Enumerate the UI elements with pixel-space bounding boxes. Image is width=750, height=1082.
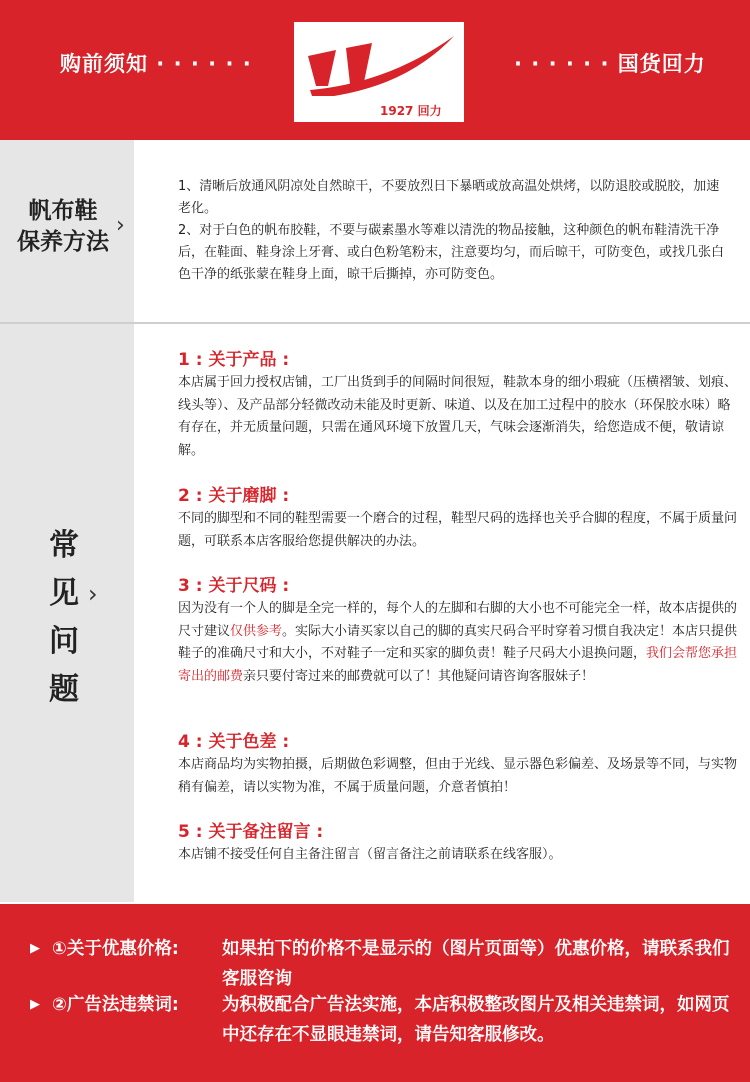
faq-title: 2 : 关于磨脚 :	[178, 486, 290, 506]
faq-section	[0, 324, 750, 902]
faq-label	[44, 522, 84, 714]
header-left-title: 购前须知 · · · · · ·	[60, 52, 252, 76]
faq-item-size	[178, 574, 738, 688]
care-text	[178, 176, 732, 286]
faq-highlight: 仅供参考	[230, 623, 283, 639]
care-label-line1: 帆布鞋	[28, 198, 98, 224]
faq-title: 4 : 关于色差 :	[178, 732, 290, 752]
header-banner	[0, 0, 750, 140]
faq-item-color	[178, 730, 738, 799]
faq-body-part: 亲只要付寄过来的邮费就可以了！其他疑问请咨询客服妹子！	[243, 668, 595, 684]
faq-label-char-2: 见	[49, 576, 79, 611]
faq-label-char-4: 题	[49, 672, 79, 707]
notice-text: 为积极配合广告法实施，本店积极整改图片及相关违禁词，如网页中还存在不显眼违禁词，请告知客服修改。	[222, 995, 730, 1045]
care-para-1: 1、清晰后放通风阴凉处自然晾干，不要放烈日下暴晒或放高温处烘烤，以防退胶或脱胶，加速老化。	[178, 179, 720, 216]
faq-body-part: 。实际大小请买家以自己的脚的真实尺码合平时穿着习惯自我决定！本店只提供鞋子的准确尺寸和大小，不对鞋子一定和买家的脚负责！鞋子尺码大小退换问题，	[178, 623, 738, 661]
faq-highlight: 我们会帮您承担寄出的邮费	[178, 646, 738, 684]
faq-body: 本店铺不接受任何自主备注留言（留言备注之前请联系在线客服）。	[178, 847, 562, 862]
notice-label: ①关于优惠价格:	[52, 939, 179, 959]
chevron-right-icon: ›	[88, 580, 98, 608]
faq-body-part: 因为没有一个人的脚是全完一样的，每个人的左脚和右脚的大小也不可能完全一样，故本店提供的尺寸建议	[178, 601, 738, 639]
notice-text: 如果拍下的价格不是显示的（图片页面等）优惠价格，请联系我们客服咨询	[222, 939, 730, 989]
faq-title: 3 : 关于尺码 :	[178, 576, 290, 596]
care-label	[8, 196, 118, 258]
faq-body	[178, 598, 738, 688]
faq-item-product	[178, 348, 738, 462]
care-label-line2: 保养方法	[17, 229, 109, 255]
faq-title: 5 : 关于备注留言 :	[178, 822, 324, 842]
notice-label: ②广告法违禁词:	[52, 995, 179, 1015]
care-para-2: 2、对于白色的帆布胶鞋，不要与碳素墨水等难以清洗的物品接触，这种颜色的帆布鞋清洗干净后，在鞋面、鞋身涂上牙膏、或白色粉笔粉末，注意要均匀，而后晾干，可防变色，或找几张白色干净的纸张蒙在鞋身上面，晾干后撕掉，亦可防变色。	[178, 223, 725, 282]
footer-notice	[0, 904, 750, 1082]
faq-label-char-1: 常	[49, 528, 79, 563]
header-right-title: · · · · · · 国货回力	[514, 52, 706, 76]
triangle-right-icon: ▶	[30, 997, 40, 1012]
faq-label-char-3: 问	[49, 624, 79, 659]
faq-title: 1 : 关于产品 :	[178, 350, 290, 370]
faq-item-fit	[178, 484, 738, 553]
faq-body: 本店属于回力授权店铺，工厂出货到手的间隔时间很短，鞋款本身的细小瑕疵（压横褶皱、划痕、线头等）、及产品部分轻微改动未能及时更新、味道、以及在加工过程中的胶水（环保胶水味）略有存在，并无质量问题，只需在通风环境下放置几天，气味会逐渐消失，给您造成不便，敬请谅解。	[178, 375, 738, 458]
care-label-column	[0, 140, 134, 322]
care-section	[0, 140, 750, 324]
brand-logo	[294, 22, 464, 122]
chevron-right-icon: ›	[116, 213, 125, 238]
faq-body: 不同的脚型和不同的鞋型需要一个磨合的过程，鞋型尺码的选择也关乎合脚的程度，不属于质量问题，可联系本店客服给您提供解决的办法。	[178, 511, 738, 549]
triangle-right-icon: ▶	[30, 941, 40, 956]
faq-label-column	[0, 324, 134, 902]
faq-body: 本店商品均为实物拍摄，后期做色彩调整，但由于光线、显示器色彩偏差、及场景等不同，与实物稍有偏差，请以实物为准，不属于质量问题，介意者慎拍！	[178, 757, 738, 795]
faq-item-notes	[178, 820, 738, 867]
logo-caption: 1927 回力	[380, 104, 442, 118]
